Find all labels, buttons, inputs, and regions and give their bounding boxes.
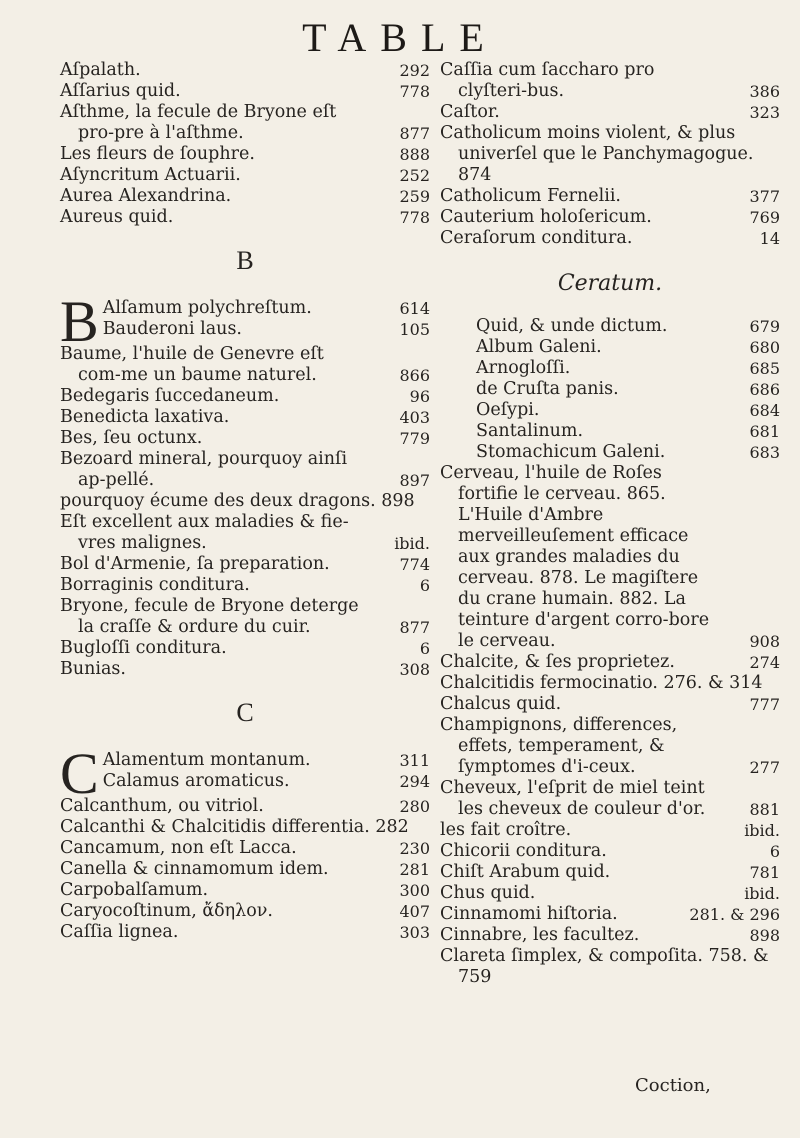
index-entry — [60, 922, 430, 943]
index-section-right-rest — [440, 463, 780, 988]
entry-page: 686 — [749, 380, 780, 399]
index-entry — [60, 880, 430, 901]
entry-page: 680 — [749, 338, 780, 357]
index-entry — [60, 554, 430, 575]
entry-page: 403 — [399, 408, 430, 427]
entry-page: 14 — [759, 229, 780, 248]
entry-page: 774 — [399, 555, 430, 574]
entry-text: Cancamum, non eſt Lacca. — [60, 838, 297, 858]
entry-text: Quid, & unde dictum. — [476, 316, 668, 336]
index-entry — [60, 575, 430, 596]
index-entry — [440, 715, 780, 778]
entry-text: pourquoy écume des deux dragons. 898 — [60, 491, 415, 511]
entry-text: Champignons, differences, effets, temperament, & ſymptomes d'i-ceux. — [440, 715, 678, 777]
entry-page: ibid. — [744, 821, 780, 840]
entry-text: Aſthme, la fecule de Bryone eſt pro-pre à l'aſthme. — [60, 102, 337, 143]
entry-text: Chicorii conditura. — [440, 841, 607, 861]
index-entry — [440, 463, 780, 652]
entry-text: Bezoard mineral, pourquoy ainſi ap-pellé. — [60, 449, 348, 490]
index-entry: Calamus aromaticus. 294 — [102, 771, 430, 791]
index-entry — [60, 817, 430, 838]
entry-page: 888 — [399, 145, 430, 164]
index-entry — [440, 60, 780, 102]
index-entry — [440, 207, 780, 228]
entry-text: Aſpalath. — [60, 60, 141, 80]
entry-text: Cheveux, l'eſprit de miel teint les cheveux de couleur d'or. — [440, 778, 706, 819]
entry-text: Bugloſſi conditura. — [60, 638, 227, 658]
entry-page: 778 — [399, 208, 430, 227]
entry-text: les fait croître. — [440, 820, 572, 840]
index-entry — [440, 186, 780, 207]
entry-text: Catholicum moins violent, & plus univerſel que le Panchymagogue. 874 — [440, 123, 754, 185]
index-entry — [476, 337, 780, 358]
entry-text: Baume, l'huile de Genevre eſt com-me un baume naturel. — [60, 344, 324, 385]
index-entry — [60, 144, 430, 165]
index-entry — [60, 407, 430, 428]
entry-page: 769 — [749, 208, 780, 227]
index-entry — [440, 673, 780, 694]
index-entry — [60, 901, 430, 922]
index-entry — [60, 449, 430, 491]
index-entry — [60, 207, 430, 228]
section-letter-c: C — [236, 698, 254, 727]
entry-text: Catholicum Fernelii. — [440, 186, 621, 206]
entry-text: Ceraſorum conditura. — [440, 228, 633, 248]
index-entry — [476, 400, 780, 421]
index-entry — [476, 316, 780, 337]
entry-page: 866 — [399, 366, 430, 385]
entry-text: Bol d'Armenie, ſa preparation. — [60, 554, 330, 574]
entry-page: 681 — [749, 422, 780, 441]
drop-cap-c: C — [60, 741, 99, 806]
entry-page: 898 — [749, 926, 780, 945]
entry-text: Bes, ſeu octunx. — [60, 428, 203, 448]
entry-text: Cinnamomi hiſtoria. — [440, 904, 618, 924]
index-entry — [60, 81, 430, 102]
entry-page: 386 — [749, 82, 780, 101]
entry-page: 6 — [419, 576, 430, 595]
entry-page: 779 — [399, 429, 430, 448]
index-entry: Bauderoni laus. 105 — [102, 319, 430, 339]
entry-text: Cerveau, l'huile de Roſes fortifie le cerveau. 865. L'Huile d'Ambre merveilleuſement efficace aux grandes maladies du cerveau. 878. Le magiſtere du crane humain. 882. La teinture d'argent corro-bore le cerveau. — [440, 463, 710, 651]
entry-page: 377 — [749, 187, 780, 206]
entry-text: Les fleurs de ſouphre. — [60, 144, 255, 164]
entry-text: Chiſt Arabum quid. — [440, 862, 611, 882]
index-entry — [476, 421, 780, 442]
entry-page: 781 — [749, 863, 780, 882]
entry-page: 308 — [399, 660, 430, 679]
index-entry — [476, 379, 780, 400]
index-entry — [440, 652, 780, 673]
catchword: Coction, — [635, 1075, 711, 1096]
entry-text: Chalcitidis fermocinatio. 276. & 314 — [440, 673, 763, 693]
entry-page: 259 — [399, 187, 430, 206]
index-entry — [60, 638, 430, 659]
entry-text: Santalinum. — [476, 421, 584, 441]
entry-page: 881 — [749, 800, 780, 819]
entry-page: 292 — [399, 61, 430, 80]
index-entry — [440, 883, 780, 904]
entry-text: Cauterium holoſericum. — [440, 207, 652, 227]
entry-page: 684 — [749, 401, 780, 420]
index-entry — [60, 386, 430, 407]
entry-text: Bedegaris ſuccedaneum. — [60, 386, 280, 406]
index-entry — [440, 862, 780, 883]
index-entry — [440, 946, 780, 988]
index-section-ceratum — [440, 316, 780, 463]
entry-text: Caryocoſtinum, ἄδηλον. — [60, 901, 273, 921]
index-section-b — [60, 344, 430, 680]
index-entry — [440, 228, 780, 249]
entry-page: 897 — [399, 471, 430, 490]
index-entry — [60, 428, 430, 449]
entry-text: Stomachicum Galeni. — [476, 442, 666, 462]
entry-page: 96 — [409, 387, 430, 406]
entry-text: Borraginis conditura. — [60, 575, 250, 595]
entry-page: 6 — [769, 842, 780, 861]
entry-page: 303 — [399, 923, 430, 942]
entry-text: Aſſarius quid. — [60, 81, 181, 101]
index-entry — [60, 344, 430, 386]
entry-text: Clareta ſimplex, & compoſita. 758. & 759 — [440, 946, 769, 987]
entry-text: Aureus quid. — [60, 207, 174, 227]
page-title: TABLE — [302, 15, 498, 60]
entry-page: 683 — [749, 443, 780, 462]
entry-page: 252 — [399, 166, 430, 185]
index-entry — [60, 796, 430, 817]
index-entry — [440, 925, 780, 946]
index-entry — [476, 358, 780, 379]
right-column — [440, 60, 780, 988]
entry-text: Caſſia lignea. — [60, 922, 179, 942]
index-entry — [60, 512, 430, 554]
entry-text: Cinnabre, les facultez. — [440, 925, 640, 945]
index-entry — [60, 659, 430, 680]
index-section-b-first — [60, 289, 430, 354]
entry-page: 6 — [419, 639, 430, 658]
entry-page: 281. & 296 — [689, 905, 780, 924]
entry-page: 778 — [399, 82, 430, 101]
index-entry — [440, 102, 780, 123]
entry-page: 277 — [749, 758, 780, 777]
entry-text: Aſyncritum Actuarii. — [60, 165, 241, 185]
entry-page: 908 — [749, 632, 780, 651]
entry-text: Caſtor. — [440, 102, 500, 122]
index-entry — [60, 596, 430, 638]
entry-text: Eſt excellent aux maladies & fie-vres malignes. — [60, 512, 349, 553]
left-column — [60, 60, 430, 943]
entry-text: Arnogloſſi. — [476, 358, 571, 378]
index-entry — [476, 442, 780, 463]
entry-page: 407 — [399, 902, 430, 921]
index-entry — [60, 102, 430, 144]
entry-text: Caſſia cum ſaccharo pro clyſteri-bus. — [440, 60, 655, 101]
entry-page: 274 — [749, 653, 780, 672]
entry-text: Bryone, fecule de Bryone deterge la craſſe & ordure du cuir. — [60, 596, 359, 637]
index-entry: Alamentum montanum. 311 — [102, 750, 430, 770]
entry-page: ibid. — [394, 534, 430, 553]
entry-text: Chalcus quid. — [440, 694, 562, 714]
drop-cap-b: B — [60, 289, 99, 354]
index-section-right-top — [440, 60, 780, 249]
index-section-a — [60, 60, 430, 228]
index-entry — [440, 123, 780, 186]
index-section-c — [60, 796, 430, 943]
entry-page: 323 — [749, 103, 780, 122]
entry-text: Bunias. — [60, 659, 126, 679]
entry-page: 300 — [399, 881, 430, 900]
entry-text: Album Galeni. — [476, 337, 602, 357]
entry-page: 877 — [399, 618, 430, 637]
entry-page: 280 — [399, 797, 430, 816]
entry-page: 685 — [749, 359, 780, 378]
entry-text: Chus quid. — [440, 883, 536, 903]
entry-text: Canella & cinnamomum idem. — [60, 859, 329, 879]
index-entry — [440, 904, 780, 925]
entry-page: ibid. — [744, 884, 780, 903]
subheading-ceratum: Ceratum. — [557, 271, 663, 296]
entry-text: Benedicta laxativa. — [60, 407, 230, 427]
entry-text: Calcanthi & Chalcitidis differentia. 282 — [60, 817, 409, 837]
index-entry — [440, 694, 780, 715]
entry-page: 777 — [749, 695, 780, 714]
entry-text: de Cruſta panis. — [476, 379, 619, 399]
entry-text: Chalcite, & ſes proprietez. — [440, 652, 675, 672]
entry-page: 230 — [399, 839, 430, 858]
index-entry — [60, 838, 430, 859]
index-entry — [60, 165, 430, 186]
entry-page: 281 — [399, 860, 430, 879]
entry-text: Carpobalſamum. — [60, 880, 209, 900]
index-entry — [60, 186, 430, 207]
entry-text: Aurea Alexandrina. — [60, 186, 232, 206]
index-entry — [440, 820, 780, 841]
index-entry — [440, 778, 780, 820]
entry-text: Oeſypi. — [476, 400, 540, 420]
index-entry — [60, 859, 430, 880]
index-entry: Alſamum polychreſtum. 614 — [102, 298, 430, 318]
entry-page: 877 — [399, 124, 430, 143]
entry-text: Calcanthum, ou vitriol. — [60, 796, 264, 816]
section-letter-b: B — [236, 246, 254, 275]
index-entry — [60, 60, 430, 81]
index-entry — [440, 841, 780, 862]
entry-page: 679 — [749, 317, 780, 336]
index-entry — [60, 491, 430, 512]
